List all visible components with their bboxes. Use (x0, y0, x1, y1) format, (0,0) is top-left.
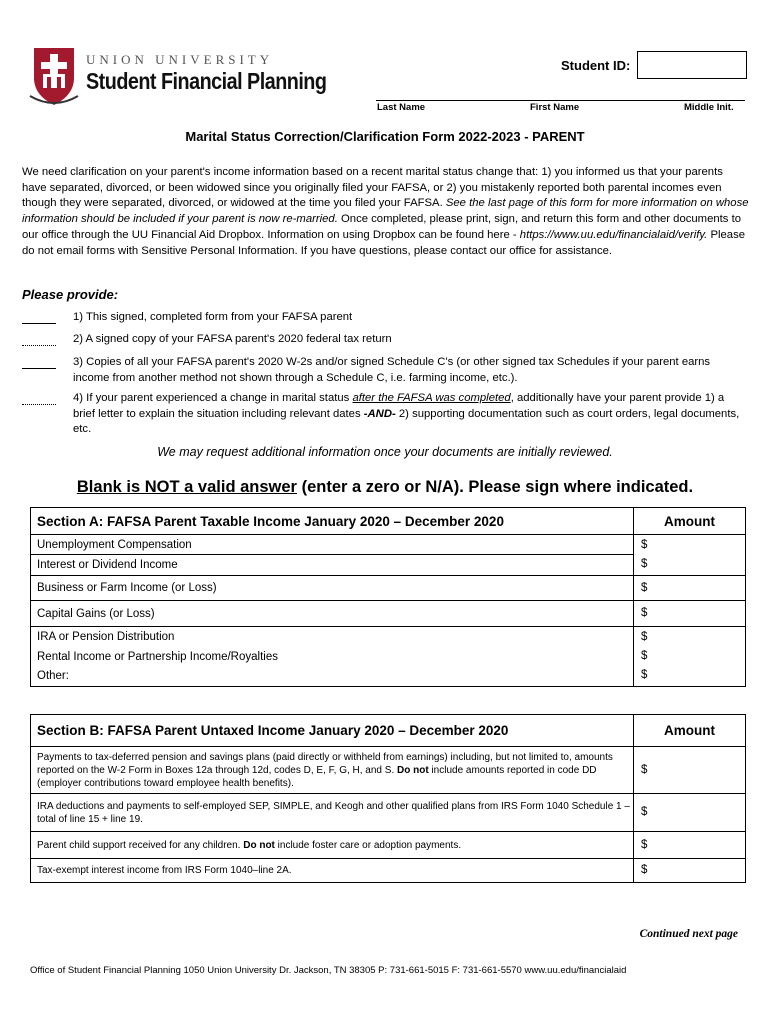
provide-item-3: 3) Copies of all your FAFSA parent's 2020 W-2s and/or signed Schedule C's (or other signed tax Schedules if your parent earns income from another method not shown through a Schedule C, i.e. farming income, etc.). (73, 356, 711, 384)
section-a-row-label: Rental Income or Partnership Income/Royalties (31, 647, 634, 667)
form-title: Marital Status Correction/Clarification Form 2022-2023 - PARENT (185, 129, 585, 144)
student-id-label: Student ID: (561, 58, 631, 73)
amount-field-ira-deductions[interactable]: $ (634, 794, 746, 832)
section-a-row-label: IRA or Pension Distribution (31, 627, 634, 647)
section-b-row-tax-exempt: Tax-exempt interest income from IRS Form 1040–line 2A. (31, 859, 634, 883)
section-a-table (30, 507, 746, 687)
first-name-label: First Name (530, 102, 580, 113)
section-a-amount-header: Amount (634, 508, 746, 535)
may-request-note: We may request additional information once your documents are initially reviewed. (157, 445, 613, 459)
amount-field-tax-exempt[interactable]: $ (634, 859, 746, 883)
university-name: UNION UNIVERSITY (86, 52, 274, 67)
item3-checkline[interactable] (22, 368, 56, 369)
item4-checkline[interactable] (22, 404, 56, 405)
section-b-table (30, 714, 746, 883)
section-a-row-label: Business or Farm Income (or Loss) (31, 576, 634, 601)
blank-warning: Blank is NOT a valid answer (enter a zero or N/A). Please sign where indicated. (76, 478, 694, 496)
verify-link[interactable]: https://www.uu.edu/financialaid/verify. (519, 228, 708, 241)
provide-item-4: 4) If your parent experienced a change in marital status after the FAFSA was completed, additionally have your parent provide 1) a brief letter to explain the situation including relevant dates -AND- 2) supporting documentation such as court orders, legal documents, etc. (73, 392, 740, 435)
section-b-row-pension: Payments to tax-deferred pension and savings plans (paid directly or withheld from earnings) including, but not limited to, amounts reported on the W-2 Form in Boxes 12a through 12d, codes D, E, F, G, H, and S. Do not include amounts reported in code DD (employer contributions toward employee health benefits). (31, 747, 634, 794)
provide-item-1: 1) This signed, completed form from your FAFSA parent (73, 311, 353, 323)
amount-field-child-support[interactable]: $ (634, 832, 746, 859)
amount-field-capital-gains[interactable]: $ (634, 601, 746, 627)
item2-checkline[interactable] (22, 345, 56, 346)
section-a-row-label: Capital Gains (or Loss) (31, 601, 634, 627)
section-b-amount-header: Amount (634, 715, 746, 747)
university-logo-shield-icon (28, 44, 80, 108)
item1-checkline[interactable] (22, 323, 56, 324)
name-line[interactable] (376, 100, 745, 101)
amount-field-business[interactable]: $ (634, 576, 746, 601)
section-a-row-label: Interest or Dividend Income (31, 555, 634, 576)
footer-address: Office of Student Financial Planning 1050 Union University Dr. Jackson, TN 38305 P: 731-661-5015 F: 731-661-5570 www.uu.edu/financialaid (30, 965, 627, 976)
section-a-row-label: Unemployment Compensation (31, 535, 634, 555)
amount-field-ira-rental-other[interactable]: $ $ $ (634, 627, 746, 687)
intro-paragraph: We need clarification on your parent's income information based on a recent marital status change that: 1) you informed us that your parents have separated, divorced, or been widowed since you originally filed your FAFSA, or 2) you mistakenly reported both parental incomes even though they were separated, divorced, or widowed at the time you filed your FAFSA. See the last page of this form for more information on whose information should be included if your parent is now re-married. Once completed, please print, sign, and return this form and other documents to our office through the UU Financial Aid Dropbox. Information on using Dropbox can be found here - https://www.uu.edu/financialaid/verify. Please do not email forms with Sensitive Personal Information. If you have questions, please contact our office for assistance. (22, 166, 749, 257)
section-b-row-child-support: Parent child support received for any children. Do not include foster care or adoption payments. (31, 832, 634, 859)
last-name-label: Last Name (377, 102, 426, 113)
office-name: Student Financial Planning (86, 68, 327, 94)
provide-item-2: 2) A signed copy of your FAFSA parent's 2020 federal tax return (73, 333, 392, 345)
section-b-title: Section B: FAFSA Parent Untaxed Income January 2020 – December 2020 (31, 715, 634, 747)
section-a-row-label: Other: (31, 667, 634, 687)
continued-note: Continued next page (639, 928, 738, 940)
please-provide-heading: Please provide: (22, 287, 119, 302)
middle-initial-label: Middle Init. (684, 102, 734, 113)
student-id-field[interactable] (637, 51, 747, 79)
amount-field-unemployment-interest[interactable]: $ $ (634, 535, 746, 576)
amount-field-pension[interactable]: $ (634, 747, 746, 794)
section-b-row-ira: IRA deductions and payments to self-employed SEP, SIMPLE, and Keogh and other qualified plans from IRS Form 1040 Schedule 1 – total of line 15 + line 19. (31, 794, 634, 832)
section-a-title: Section A: FAFSA Parent Taxable Income January 2020 – December 2020 (31, 508, 634, 535)
